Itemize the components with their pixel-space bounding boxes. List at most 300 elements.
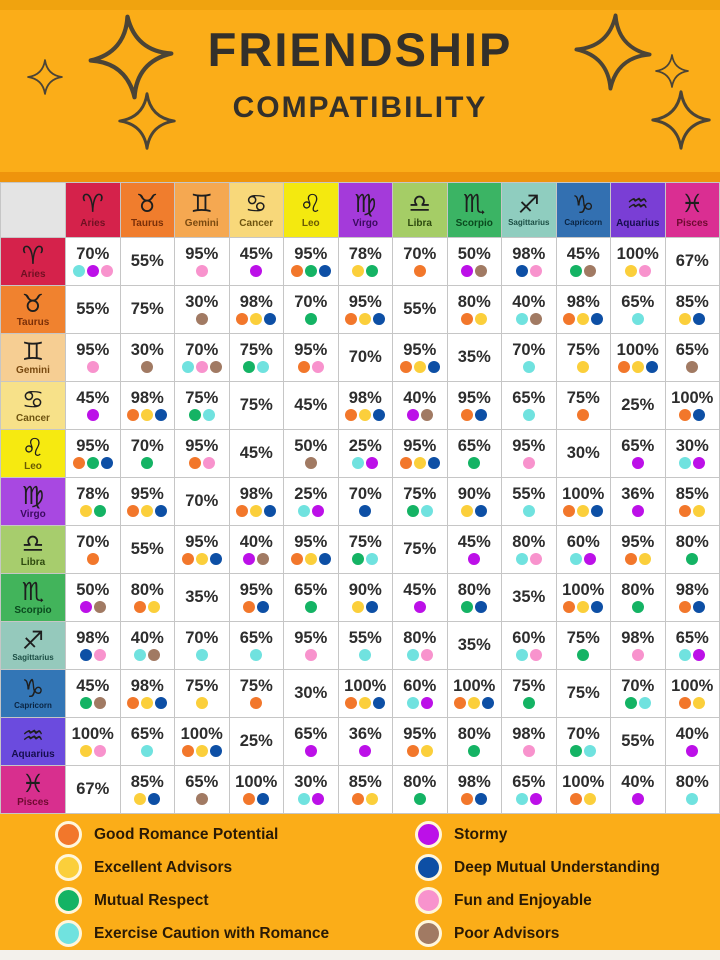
dot-row <box>557 361 611 373</box>
sign-name: Cancer <box>239 217 274 229</box>
cell-libra-sagittarius <box>502 526 557 574</box>
dot-orange-icon <box>236 505 248 517</box>
dot-pink-icon <box>421 649 433 661</box>
compatibility-value: 50% <box>76 580 110 599</box>
compatibility-value: 25% <box>294 484 328 503</box>
cell-libra-leo <box>284 526 339 574</box>
cell-virgo-gemini <box>175 478 230 526</box>
compatibility-value: 85% <box>130 772 164 791</box>
compatibility-value: 45% <box>76 676 110 695</box>
compatibility-value: 70% <box>348 347 382 366</box>
dot-blue-icon <box>80 649 92 661</box>
dot-row <box>66 553 120 565</box>
row-header-taurus <box>1 286 66 334</box>
legend-dot-pink-icon <box>415 887 442 914</box>
legend-item-pink <box>415 884 660 917</box>
sign-name: Libra <box>20 557 46 569</box>
dot-row <box>66 505 120 517</box>
compatibility-table <box>0 182 720 814</box>
compatibility-value: 25% <box>348 436 382 455</box>
dot-row <box>448 409 502 421</box>
cell-virgo-cancer <box>229 478 284 526</box>
dot-pink-icon <box>94 649 106 661</box>
compatibility-value: 75% <box>403 539 437 558</box>
cell-cancer-taurus <box>120 382 175 430</box>
legend-label: Exercise Caution with Romance <box>94 924 330 942</box>
dot-row <box>393 265 447 277</box>
dot-row <box>284 601 338 613</box>
dot-pink-icon <box>312 361 324 373</box>
compatibility-value: 75% <box>566 388 600 407</box>
cell-pisces-libra <box>393 766 448 814</box>
compatibility-value: 65% <box>130 724 164 743</box>
legend-dot-yellow-icon <box>55 854 82 881</box>
dot-row <box>230 265 284 277</box>
dot-brown-icon <box>94 601 106 613</box>
cell-capricorn-scorpio <box>447 670 502 718</box>
dot-row <box>611 601 665 613</box>
cell-gemini-scorpio <box>447 334 502 382</box>
dot-cyan-icon <box>584 745 596 757</box>
dot-row <box>339 649 393 661</box>
compatibility-value: 70% <box>76 532 110 551</box>
compatibility-value: 75% <box>512 676 546 695</box>
dot-row <box>502 649 556 661</box>
dot-pink-icon <box>639 265 651 277</box>
cell-taurus-libra <box>393 286 448 334</box>
compatibility-value: 100% <box>344 676 387 695</box>
legend-label: Good Romance Potential <box>94 825 279 843</box>
dot-yellow-icon <box>475 313 487 325</box>
cell-aries-leo <box>284 238 339 286</box>
compatibility-value: 30% <box>675 436 709 455</box>
dot-orange-icon <box>134 601 146 613</box>
dot-green-icon <box>523 697 535 709</box>
dot-green-icon <box>407 505 419 517</box>
capricorn-glyph-icon: ♑ <box>21 673 45 703</box>
row-header-aries <box>1 238 66 286</box>
compatibility-value: 98% <box>348 388 382 407</box>
cell-cancer-libra <box>393 382 448 430</box>
sign-name: Virgo <box>352 217 378 229</box>
dot-row <box>339 457 393 469</box>
dot-blue-icon <box>475 601 487 613</box>
dot-orange-icon <box>563 505 575 517</box>
legend-item-purple <box>415 818 660 851</box>
legend-label: Stormy <box>454 825 508 843</box>
dot-row <box>175 361 229 373</box>
compatibility-value: 70% <box>294 292 328 311</box>
compatibility-value: 98% <box>512 244 546 263</box>
dot-row <box>557 601 611 613</box>
cell-aries-aquarius <box>611 238 666 286</box>
legend-dot-purple-icon <box>415 821 442 848</box>
cell-leo-libra <box>393 430 448 478</box>
compatibility-value: 95% <box>294 532 328 551</box>
cell-scorpio-aries <box>66 574 121 622</box>
compatibility-value: 65% <box>294 580 328 599</box>
dot-row <box>611 313 665 325</box>
compatibility-value: 70% <box>76 244 110 263</box>
cell-aquarius-virgo <box>338 718 393 766</box>
compatibility-value: 75% <box>130 299 164 318</box>
dot-row <box>393 505 447 517</box>
cell-taurus-capricorn <box>556 286 611 334</box>
compatibility-value: 45% <box>239 443 273 462</box>
dot-row <box>666 409 720 421</box>
dot-green-icon <box>468 745 480 757</box>
dot-cyan-icon <box>407 649 419 661</box>
dot-pink-icon <box>523 745 535 757</box>
dot-purple-icon <box>468 553 480 565</box>
dot-cyan-icon <box>250 649 262 661</box>
virgo-glyph-icon: ♍ <box>21 480 45 510</box>
dot-pink-icon <box>203 457 215 469</box>
cell-capricorn-pisces <box>665 670 720 718</box>
dot-row <box>121 361 175 373</box>
dot-row <box>284 745 338 757</box>
cell-sagittarius-gemini <box>175 622 230 670</box>
compatibility-value: 70% <box>185 340 219 359</box>
dot-row <box>557 265 611 277</box>
gemini-glyph-icon: ♊ <box>21 336 45 366</box>
capricorn-glyph-icon: ♑ <box>572 190 595 220</box>
dot-yellow-icon <box>250 313 262 325</box>
aries-glyph-icon: ♈ <box>21 240 45 270</box>
dot-row <box>393 601 447 613</box>
compatibility-value: 78% <box>348 244 382 263</box>
legend-label: Poor Advisors <box>454 924 560 942</box>
dot-row <box>557 793 611 805</box>
cell-aries-libra <box>393 238 448 286</box>
cell-aquarius-taurus <box>120 718 175 766</box>
dot-cyan-icon <box>257 361 269 373</box>
dot-pink-icon <box>94 745 106 757</box>
column-header-virgo <box>338 183 393 238</box>
dot-row <box>339 409 393 421</box>
legend-dot-orange-icon <box>55 821 82 848</box>
dot-yellow-icon <box>468 697 480 709</box>
dot-orange-icon <box>461 313 473 325</box>
dot-row <box>393 409 447 421</box>
compatibility-value: 75% <box>185 388 219 407</box>
compatibility-value: 25% <box>621 395 655 414</box>
compatibility-value: 70% <box>566 724 600 743</box>
compatibility-value: 95% <box>76 340 110 359</box>
dot-row <box>175 409 229 421</box>
dot-row <box>666 505 720 517</box>
cell-taurus-taurus <box>120 286 175 334</box>
dot-row <box>66 265 120 277</box>
compatibility-value: 80% <box>512 532 546 551</box>
compatibility-value: 100% <box>562 772 605 791</box>
cell-sagittarius-aries <box>66 622 121 670</box>
sparkle-icon <box>84 10 177 103</box>
sign-name: Aquarius <box>616 217 660 229</box>
compatibility-value: 100% <box>235 772 278 791</box>
compatibility-value: 45% <box>403 580 437 599</box>
dot-row <box>611 553 665 565</box>
dot-row <box>393 745 447 757</box>
row-header-capricorn <box>1 670 66 718</box>
compatibility-value: 95% <box>621 532 655 551</box>
dot-row <box>339 793 393 805</box>
compatibility-value: 98% <box>239 292 273 311</box>
dot-blue-icon <box>373 313 385 325</box>
dot-orange-icon <box>243 601 255 613</box>
dot-row <box>448 265 502 277</box>
gemini-glyph-icon: ♊ <box>190 189 213 219</box>
cell-taurus-virgo <box>338 286 393 334</box>
cell-aquarius-cancer <box>229 718 284 766</box>
dot-row <box>175 313 229 325</box>
dot-orange-icon <box>127 409 139 421</box>
dot-yellow-icon <box>577 313 589 325</box>
dot-row <box>502 265 556 277</box>
cell-libra-gemini <box>175 526 230 574</box>
dot-row <box>66 457 120 469</box>
dot-purple-icon <box>693 457 705 469</box>
dot-green-icon <box>87 457 99 469</box>
cell-gemini-gemini <box>175 334 230 382</box>
dot-cyan-icon <box>421 505 433 517</box>
dot-blue-icon <box>148 793 160 805</box>
cell-gemini-pisces <box>665 334 720 382</box>
cell-sagittarius-aquarius <box>611 622 666 670</box>
cell-aries-taurus <box>120 238 175 286</box>
compatibility-value: 70% <box>185 628 219 647</box>
dot-row <box>557 505 611 517</box>
dot-yellow-icon <box>679 313 691 325</box>
dot-orange-icon <box>400 457 412 469</box>
dot-yellow-icon <box>359 697 371 709</box>
cell-cancer-virgo <box>338 382 393 430</box>
sign-name: Pisces <box>17 797 49 809</box>
cell-capricorn-taurus <box>120 670 175 718</box>
dot-yellow-icon <box>577 361 589 373</box>
dot-cyan-icon <box>359 649 371 661</box>
dot-purple-icon <box>414 601 426 613</box>
dot-row <box>502 313 556 325</box>
compatibility-value: 95% <box>457 388 491 407</box>
dot-orange-icon <box>182 553 194 565</box>
dot-green-icon <box>305 601 317 613</box>
compatibility-value: 98% <box>130 676 164 695</box>
dot-pink-icon <box>523 457 535 469</box>
cell-scorpio-leo <box>284 574 339 622</box>
dot-row <box>230 361 284 373</box>
sign-name: Taurus <box>130 217 164 229</box>
dot-pink-icon <box>530 649 542 661</box>
compatibility-value: 30% <box>294 683 328 702</box>
cancer-glyph-icon: ♋ <box>245 189 268 219</box>
compatibility-value: 45% <box>457 532 491 551</box>
dot-blue-icon <box>155 697 167 709</box>
cell-scorpio-virgo <box>338 574 393 622</box>
cell-aquarius-pisces <box>665 718 720 766</box>
virgo-glyph-icon: ♍ <box>354 189 377 219</box>
row-header-gemini <box>1 334 66 382</box>
dot-row <box>611 505 665 517</box>
cell-sagittarius-virgo <box>338 622 393 670</box>
dot-purple-icon <box>359 745 371 757</box>
cell-capricorn-aquarius <box>611 670 666 718</box>
compatibility-value: 75% <box>239 340 273 359</box>
dot-row <box>666 553 720 565</box>
dot-green-icon <box>305 313 317 325</box>
dot-cyan-icon <box>516 793 528 805</box>
compatibility-value: 75% <box>185 676 219 695</box>
compatibility-value: 60% <box>403 676 437 695</box>
dot-row <box>121 457 175 469</box>
dot-row <box>175 697 229 709</box>
dot-cyan-icon <box>134 649 146 661</box>
sign-name: Sagittarius <box>508 217 550 227</box>
dot-blue-icon <box>475 409 487 421</box>
dot-orange-icon <box>570 793 582 805</box>
compatibility-value: 78% <box>76 484 110 503</box>
cell-cancer-cancer <box>229 382 284 430</box>
dot-green-icon <box>141 457 153 469</box>
compatibility-value: 36% <box>348 724 382 743</box>
compatibility-value: 40% <box>403 388 437 407</box>
dot-purple-icon <box>461 265 473 277</box>
dot-yellow-icon <box>80 505 92 517</box>
dot-cyan-icon <box>516 313 528 325</box>
compatibility-value: 40% <box>512 292 546 311</box>
cell-virgo-virgo <box>338 478 393 526</box>
dot-orange-icon <box>563 601 575 613</box>
dot-row <box>339 697 393 709</box>
dot-row <box>175 265 229 277</box>
dot-orange-icon <box>679 409 691 421</box>
compatibility-value: 45% <box>76 388 110 407</box>
compatibility-value: 65% <box>512 772 546 791</box>
compatibility-value: 45% <box>566 244 600 263</box>
dot-row <box>557 409 611 421</box>
dot-blue-icon <box>373 697 385 709</box>
dot-green-icon <box>625 697 637 709</box>
cell-leo-virgo <box>338 430 393 478</box>
dot-row <box>121 793 175 805</box>
dot-yellow-icon <box>414 361 426 373</box>
cell-gemini-libra <box>393 334 448 382</box>
cell-pisces-taurus <box>120 766 175 814</box>
cell-cancer-sagittarius <box>502 382 557 430</box>
cell-virgo-scorpio <box>447 478 502 526</box>
row-header-aquarius <box>1 718 66 766</box>
legend-item-green <box>55 884 360 917</box>
dot-row <box>611 361 665 373</box>
dot-row <box>284 553 338 565</box>
dot-cyan-icon <box>679 649 691 661</box>
dot-row <box>66 409 120 421</box>
dot-blue-icon <box>359 505 371 517</box>
dot-purple-icon <box>632 793 644 805</box>
dot-yellow-icon <box>359 409 371 421</box>
dot-row <box>230 553 284 565</box>
dot-green-icon <box>577 649 589 661</box>
dot-row <box>611 649 665 661</box>
cell-capricorn-capricorn <box>556 670 611 718</box>
cell-scorpio-sagittarius <box>502 574 557 622</box>
dot-blue-icon <box>693 601 705 613</box>
compatibility-value: 100% <box>616 340 659 359</box>
compatibility-value: 95% <box>130 484 164 503</box>
dot-orange-icon <box>352 793 364 805</box>
column-header-aries <box>66 183 121 238</box>
compatibility-value: 100% <box>671 676 714 695</box>
cell-pisces-leo <box>284 766 339 814</box>
cell-leo-pisces <box>665 430 720 478</box>
dot-orange-icon <box>298 361 310 373</box>
dot-blue-icon <box>257 793 269 805</box>
dot-yellow-icon <box>625 265 637 277</box>
dot-row <box>611 793 665 805</box>
dot-row <box>502 409 556 421</box>
dot-blue-icon <box>646 361 658 373</box>
dot-row <box>66 649 120 661</box>
dot-row <box>448 793 502 805</box>
dot-row <box>284 313 338 325</box>
libra-glyph-icon: ♎ <box>408 189 431 219</box>
cell-gemini-capricorn <box>556 334 611 382</box>
compatibility-value: 65% <box>185 772 219 791</box>
cell-gemini-taurus <box>120 334 175 382</box>
compatibility-value: 55% <box>512 484 546 503</box>
scorpio-glyph-icon: ♏ <box>463 189 486 219</box>
sparkle-icon <box>655 53 689 89</box>
cell-leo-aries <box>66 430 121 478</box>
compatibility-value: 35% <box>457 635 491 654</box>
dot-orange-icon <box>73 457 85 469</box>
compatibility-value: 65% <box>621 436 655 455</box>
compatibility-value: 98% <box>512 724 546 743</box>
dot-row <box>502 697 556 709</box>
dot-orange-icon <box>291 553 303 565</box>
dot-row <box>339 265 393 277</box>
dot-purple-icon <box>312 505 324 517</box>
column-header-cancer <box>229 183 284 238</box>
dot-row <box>230 601 284 613</box>
compatibility-value: 80% <box>403 628 437 647</box>
dot-blue-icon <box>264 313 276 325</box>
dot-row <box>121 409 175 421</box>
compatibility-value: 65% <box>512 388 546 407</box>
dot-purple-icon <box>80 601 92 613</box>
cell-cancer-aquarius <box>611 382 666 430</box>
dot-blue-icon <box>591 601 603 613</box>
compatibility-value: 80% <box>457 292 491 311</box>
legend-item-cyan <box>55 917 360 950</box>
compatibility-value: 80% <box>621 580 655 599</box>
column-header-gemini <box>175 183 230 238</box>
dot-blue-icon <box>693 313 705 325</box>
pisces-glyph-icon: ♓ <box>21 768 45 798</box>
compatibility-value: 40% <box>239 532 273 551</box>
cell-cancer-scorpio <box>447 382 502 430</box>
compatibility-value: 65% <box>457 436 491 455</box>
compatibility-value: 100% <box>562 484 605 503</box>
dot-orange-icon <box>243 793 255 805</box>
dot-yellow-icon <box>577 601 589 613</box>
dot-row <box>66 361 120 373</box>
compatibility-value: 95% <box>403 724 437 743</box>
dot-row <box>66 601 120 613</box>
dot-cyan-icon <box>639 697 651 709</box>
compatibility-value: 80% <box>457 724 491 743</box>
column-header-pisces <box>665 183 720 238</box>
